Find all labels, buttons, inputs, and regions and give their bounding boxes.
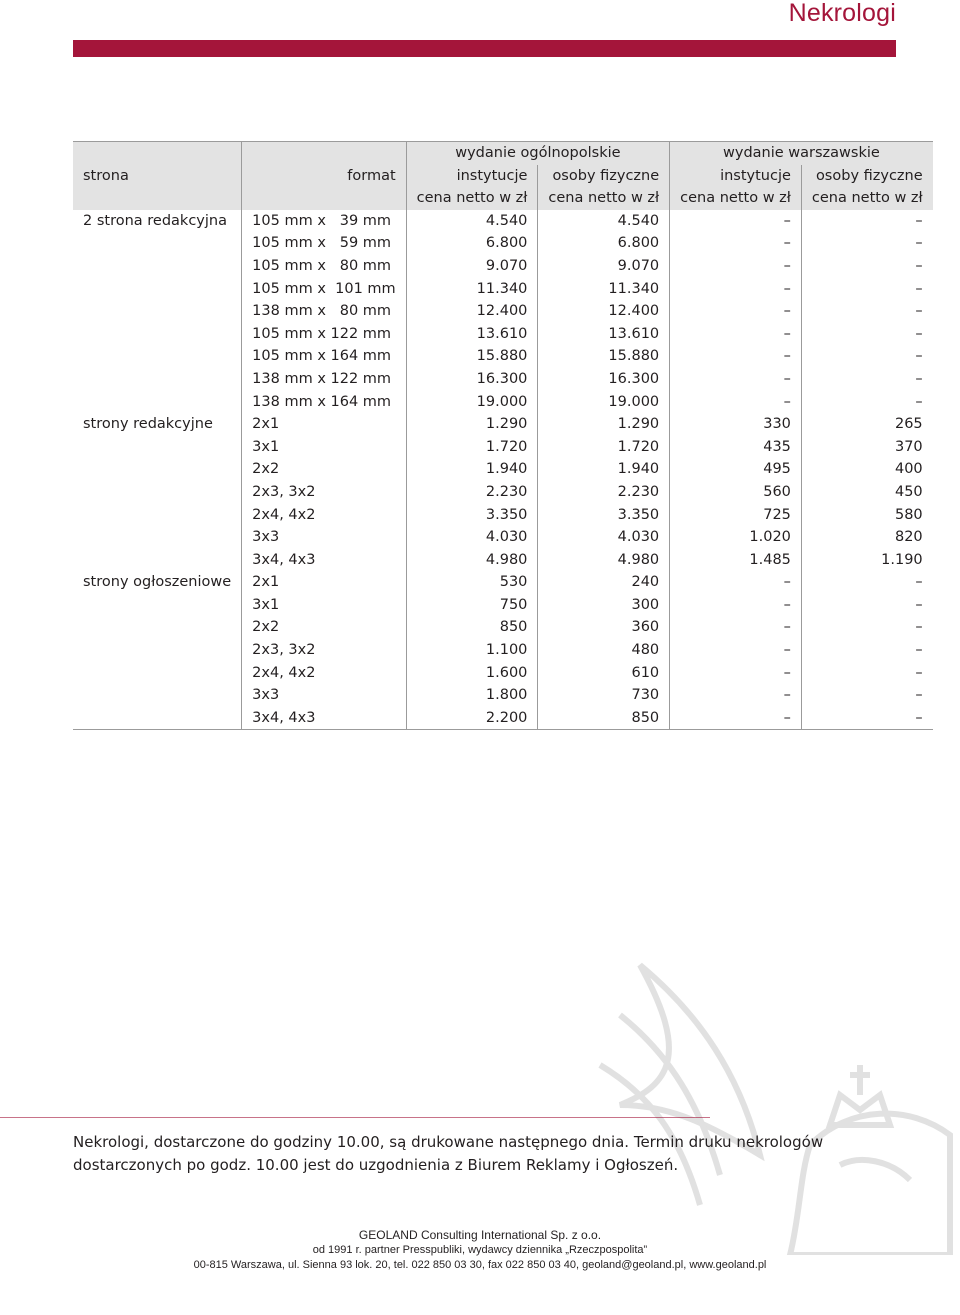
row-page-cell <box>73 594 242 617</box>
table-row <box>73 345 933 368</box>
table-row <box>73 481 933 504</box>
row-price-institutions-warsaw: – <box>670 684 802 707</box>
table-row <box>73 526 933 549</box>
eagle-crown-watermark-icon <box>560 955 960 1255</box>
row-price-institutions-warsaw: – <box>670 571 802 594</box>
row-page-cell <box>73 684 242 707</box>
row-price-persons-warsaw: – <box>801 255 932 278</box>
row-page-cell <box>73 549 242 572</box>
header-persons-warsaw: osoby fizyczne <box>801 165 932 188</box>
row-format-cell: 2x1 <box>242 413 406 436</box>
row-format-cell: 105 mm x 101 mm <box>242 278 406 301</box>
row-price-institutions-warsaw: – <box>670 639 802 662</box>
row-page-cell <box>73 300 242 323</box>
row-price-institutions-national: 2.200 <box>406 707 538 730</box>
row-price-persons-warsaw: 580 <box>801 504 932 527</box>
footer-divider <box>0 1117 710 1118</box>
row-price-persons-warsaw: – <box>801 391 932 414</box>
row-price-persons-warsaw: – <box>801 594 932 617</box>
row-format-cell: 3x3 <box>242 684 406 707</box>
row-page-cell <box>73 504 242 527</box>
row-price-persons-national: 3.350 <box>538 504 670 527</box>
header-institutions-warsaw: instytucje <box>670 165 802 188</box>
row-price-persons-warsaw: 820 <box>801 526 932 549</box>
header-price-note: cena netto w zł <box>406 187 538 210</box>
row-price-persons-national: 360 <box>538 616 670 639</box>
row-price-persons-national: 2.230 <box>538 481 670 504</box>
row-price-institutions-national: 13.610 <box>406 323 538 346</box>
row-price-persons-warsaw: – <box>801 368 932 391</box>
row-price-institutions-warsaw: – <box>670 278 802 301</box>
header-empty-cell <box>73 142 242 165</box>
row-price-institutions-national: 4.980 <box>406 549 538 572</box>
header-edition-warsaw: wydanie warszawskie <box>670 142 933 165</box>
row-price-persons-warsaw: – <box>801 278 932 301</box>
row-format-cell: 105 mm x 59 mm <box>242 232 406 255</box>
row-price-persons-national: 850 <box>538 707 670 730</box>
row-price-persons-warsaw: – <box>801 662 932 685</box>
row-page-cell <box>73 368 242 391</box>
row-page-cell <box>73 391 242 414</box>
row-price-institutions-warsaw: – <box>670 255 802 278</box>
row-price-institutions-warsaw: – <box>670 391 802 414</box>
row-price-institutions-warsaw: – <box>670 662 802 685</box>
row-price-persons-national: 16.300 <box>538 368 670 391</box>
row-price-persons-warsaw: – <box>801 210 932 233</box>
header-empty-cell <box>242 142 406 165</box>
row-price-persons-national: 15.880 <box>538 345 670 368</box>
table-row <box>73 232 933 255</box>
row-price-persons-national: 11.340 <box>538 278 670 301</box>
row-price-persons-warsaw: – <box>801 300 932 323</box>
row-price-persons-warsaw: – <box>801 639 932 662</box>
row-price-institutions-national: 15.880 <box>406 345 538 368</box>
header-persons-national: osoby fizyczne <box>538 165 670 188</box>
row-price-persons-national: 6.800 <box>538 232 670 255</box>
row-format-cell: 2x4, 4x2 <box>242 504 406 527</box>
row-price-persons-warsaw: – <box>801 616 932 639</box>
row-page-cell <box>73 436 242 459</box>
row-price-institutions-warsaw: – <box>670 210 802 233</box>
note-text: Nekrologi, dostarczone do godziny 10.00, są drukowane następnego dnia. Termin druku nekrologów dostarczonych po godz. 10.00 jest do uzgodnienia z Biurem Reklamy i Ogłoszeń. <box>73 1133 824 1174</box>
row-price-persons-warsaw: 450 <box>801 481 932 504</box>
row-price-persons-national: 9.070 <box>538 255 670 278</box>
row-format-cell: 138 mm x 80 mm <box>242 300 406 323</box>
table-row <box>73 707 933 730</box>
row-format-cell: 2x4, 4x2 <box>242 662 406 685</box>
row-format-cell: 2x2 <box>242 458 406 481</box>
row-price-persons-national: 12.400 <box>538 300 670 323</box>
row-price-institutions-national: 2.230 <box>406 481 538 504</box>
row-price-institutions-warsaw: 330 <box>670 413 802 436</box>
row-page-cell <box>73 639 242 662</box>
table-row <box>73 436 933 459</box>
row-format-cell: 3x3 <box>242 526 406 549</box>
row-price-institutions-warsaw: – <box>670 594 802 617</box>
row-price-persons-national: 4.030 <box>538 526 670 549</box>
row-price-persons-national: 4.980 <box>538 549 670 572</box>
row-format-cell: 2x3, 3x2 <box>242 639 406 662</box>
row-price-persons-national: 1.290 <box>538 413 670 436</box>
row-price-persons-warsaw: – <box>801 571 932 594</box>
row-page-cell <box>73 232 242 255</box>
row-page-cell <box>73 662 242 685</box>
row-page-cell <box>73 707 242 730</box>
row-price-institutions-warsaw: 1.020 <box>670 526 802 549</box>
row-price-institutions-warsaw: – <box>670 707 802 730</box>
row-price-persons-national: 480 <box>538 639 670 662</box>
row-format-cell: 138 mm x 164 mm <box>242 391 406 414</box>
table-row <box>73 391 933 414</box>
table-row <box>73 662 933 685</box>
header-price-note: cena netto w zł <box>801 187 932 210</box>
row-price-persons-national: 13.610 <box>538 323 670 346</box>
row-page-cell <box>73 481 242 504</box>
row-format-cell: 105 mm x 122 mm <box>242 323 406 346</box>
row-price-institutions-warsaw: – <box>670 323 802 346</box>
table-row <box>73 504 933 527</box>
row-price-persons-national: 1.720 <box>538 436 670 459</box>
row-price-persons-warsaw: 400 <box>801 458 932 481</box>
row-price-institutions-national: 4.030 <box>406 526 538 549</box>
header-empty-cell <box>242 187 406 210</box>
table-row <box>73 300 933 323</box>
row-price-institutions-national: 1.940 <box>406 458 538 481</box>
row-price-institutions-national: 530 <box>406 571 538 594</box>
table-body <box>73 210 933 730</box>
row-page-cell <box>73 345 242 368</box>
row-price-institutions-national: 11.340 <box>406 278 538 301</box>
row-page-cell: 2 strona redakcyjna <box>83 212 227 229</box>
row-format-cell: 105 mm x 39 mm <box>242 210 406 233</box>
header-price-note: cena netto w zł <box>670 187 802 210</box>
row-price-institutions-national: 850 <box>406 616 538 639</box>
row-format-cell: 105 mm x 80 mm <box>242 255 406 278</box>
table-row <box>73 368 933 391</box>
row-price-institutions-national: 6.800 <box>406 232 538 255</box>
row-price-persons-national: 610 <box>538 662 670 685</box>
header-price-note: cena netto w zł <box>538 187 670 210</box>
row-price-institutions-national: 19.000 <box>406 391 538 414</box>
row-price-persons-national: 300 <box>538 594 670 617</box>
table-row <box>73 616 933 639</box>
row-price-institutions-national: 1.290 <box>406 413 538 436</box>
header-page: strona <box>73 165 242 188</box>
row-price-institutions-warsaw: 495 <box>670 458 802 481</box>
row-price-institutions-warsaw: – <box>670 368 802 391</box>
row-price-institutions-national: 1.800 <box>406 684 538 707</box>
table-row <box>73 323 933 346</box>
row-format-cell: 2x1 <box>242 571 406 594</box>
row-price-institutions-national: 3.350 <box>406 504 538 527</box>
row-price-persons-warsaw: – <box>801 707 932 730</box>
row-price-persons-national: 4.540 <box>538 210 670 233</box>
row-page-cell <box>73 278 242 301</box>
row-format-cell: 105 mm x 164 mm <box>242 345 406 368</box>
row-price-institutions-national: 12.400 <box>406 300 538 323</box>
row-page-cell <box>73 458 242 481</box>
row-price-persons-national: 240 <box>538 571 670 594</box>
table-row <box>73 255 933 278</box>
row-price-persons-warsaw: – <box>801 345 932 368</box>
row-price-institutions-warsaw: 435 <box>670 436 802 459</box>
row-price-institutions-warsaw: 560 <box>670 481 802 504</box>
footer-partner: od 1991 r. partner Presspubliki, wydawcy dziennika „Rzeczpospolita” <box>312 1244 648 1256</box>
table-row <box>73 413 933 436</box>
table-row <box>73 594 933 617</box>
row-page-cell: strony ogłoszeniowe <box>83 574 232 591</box>
footer-company: GEOLAND Consulting International Sp. z o.o. <box>358 1228 602 1242</box>
table-header <box>73 142 933 210</box>
row-price-institutions-warsaw: – <box>670 232 802 255</box>
table-row <box>73 639 933 662</box>
row-price-institutions-warsaw: – <box>670 345 802 368</box>
header-institutions-national: instytucje <box>406 165 538 188</box>
row-price-institutions-warsaw: – <box>670 616 802 639</box>
row-price-persons-warsaw: 1.190 <box>801 549 932 572</box>
header-format: format <box>242 165 406 188</box>
row-price-institutions-national: 1.100 <box>406 639 538 662</box>
row-page-cell <box>73 526 242 549</box>
footer-address: 00-815 Warszawa, ul. Sienna 93 lok. 20, tel. 022 850 03 30, fax 022 850 03 40, geoland@geoland.pl, www.geoland.pl <box>193 1259 767 1271</box>
table-row <box>73 210 933 233</box>
row-format-cell: 3x4, 4x3 <box>242 707 406 730</box>
row-price-institutions-warsaw: – <box>670 300 802 323</box>
row-format-cell: 3x4, 4x3 <box>242 549 406 572</box>
row-price-persons-national: 19.000 <box>538 391 670 414</box>
row-price-institutions-national: 16.300 <box>406 368 538 391</box>
price-table <box>73 141 933 730</box>
header-empty-cell <box>73 187 242 210</box>
row-price-institutions-warsaw: 725 <box>670 504 802 527</box>
row-format-cell: 138 mm x 122 mm <box>242 368 406 391</box>
row-format-cell: 2x2 <box>242 616 406 639</box>
header-edition-national: wydanie ogólnopolskie <box>406 142 670 165</box>
row-format-cell: 3x1 <box>242 436 406 459</box>
row-price-institutions-national: 750 <box>406 594 538 617</box>
row-price-institutions-national: 1.600 <box>406 662 538 685</box>
row-price-persons-warsaw: – <box>801 232 932 255</box>
row-page-cell <box>73 323 242 346</box>
row-price-persons-warsaw: – <box>801 323 932 346</box>
row-price-persons-national: 730 <box>538 684 670 707</box>
row-price-persons-warsaw: 265 <box>801 413 932 436</box>
title-bar <box>73 40 896 57</box>
row-price-persons-national: 1.940 <box>538 458 670 481</box>
row-format-cell: 2x3, 3x2 <box>242 481 406 504</box>
table-row <box>73 458 933 481</box>
table-row <box>73 684 933 707</box>
row-price-persons-warsaw: 370 <box>801 436 932 459</box>
row-page-cell <box>73 255 242 278</box>
table-row <box>73 571 933 594</box>
row-page-cell <box>73 616 242 639</box>
page-title: Nekrologi <box>788 0 896 27</box>
table-row <box>73 549 933 572</box>
row-format-cell: 3x1 <box>242 594 406 617</box>
row-price-institutions-national: 9.070 <box>406 255 538 278</box>
row-price-persons-warsaw: – <box>801 684 932 707</box>
row-price-institutions-national: 4.540 <box>406 210 538 233</box>
row-page-cell: strony redakcyjne <box>83 416 213 433</box>
table-row <box>73 278 933 301</box>
row-price-institutions-national: 1.720 <box>406 436 538 459</box>
row-price-institutions-warsaw: 1.485 <box>670 549 802 572</box>
